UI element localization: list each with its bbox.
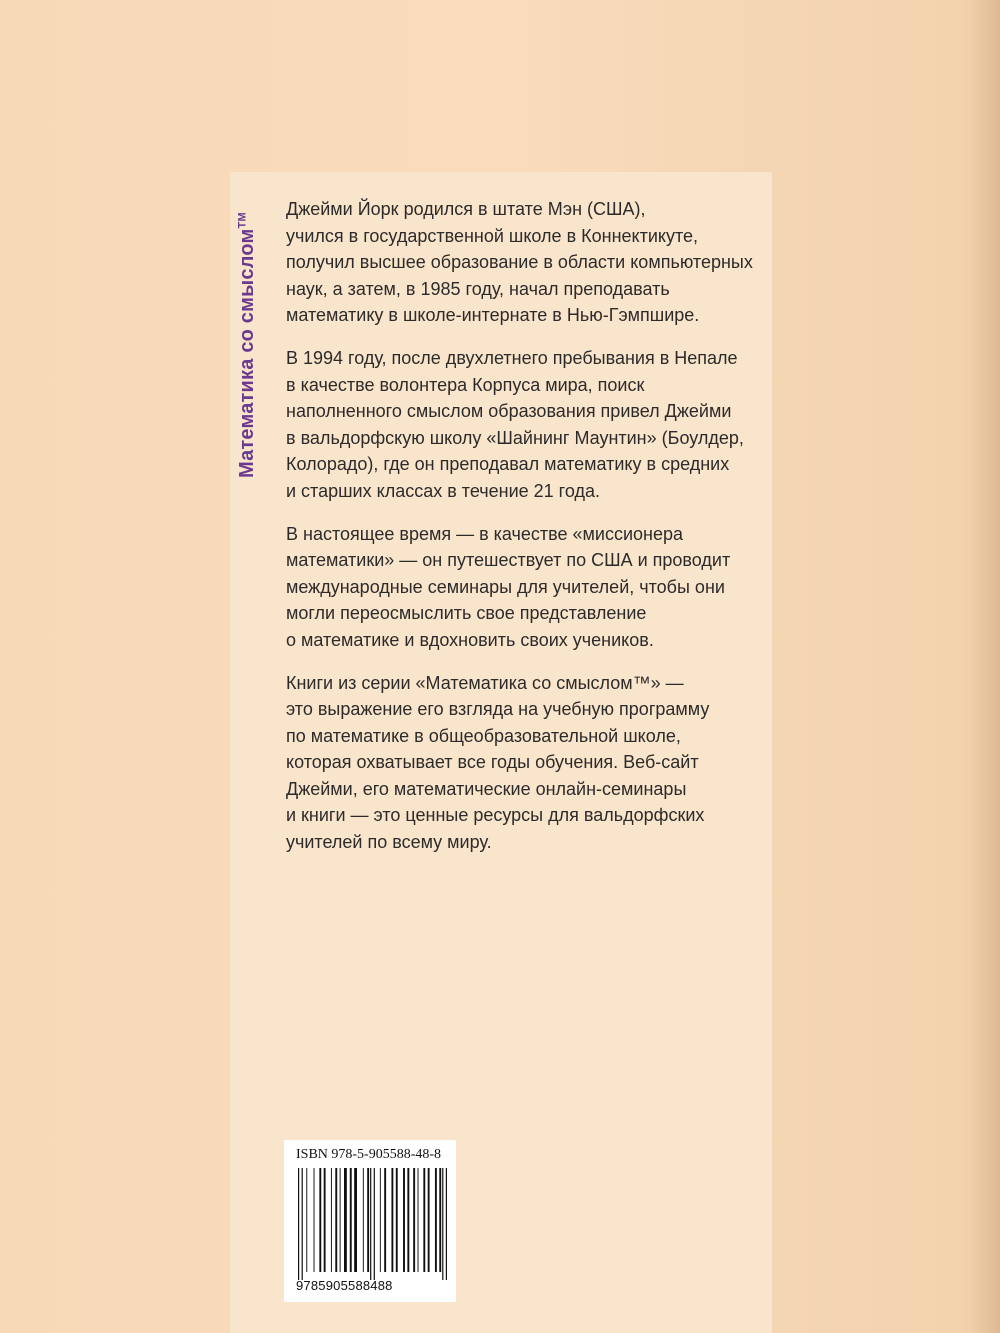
bio-line: и книги — это ценные ресурсы для вальдорфских <box>286 805 705 826</box>
bio-line: учился в государственной школе в Коннектикуте, <box>286 225 699 246</box>
bio-line: наполненного смыслом образования привел Джейми <box>286 401 732 422</box>
barcode-digits: 9785905588488 <box>296 1278 393 1293</box>
bio-line: математики» — он путешествует по США и проводит <box>286 550 731 571</box>
bio-line: математику в школе-интернате в Нью-Гэмпшире. <box>286 305 700 326</box>
bio-paragraph-1 <box>286 196 776 329</box>
bio-line: которая охватывает все годы обучения. Веб-сайт <box>286 752 699 773</box>
bio-line: о математике и вдохновить своих учеников. <box>286 629 654 650</box>
bio-line: Книги из серии «Математика со смыслом™» — <box>286 672 684 693</box>
bio-paragraph-2 <box>286 345 776 505</box>
bio-line: это выражение его взгляда на учебную программу <box>286 699 710 720</box>
bio-line: Джейми, его математические онлайн-семинары <box>286 778 687 799</box>
isbn-barcode <box>284 1140 456 1302</box>
isbn-label: ISBN 978-5-905588-48-8 <box>296 1147 442 1162</box>
bio-line: в вальдорфскую школу «Шайнинг Маунтин» (Боулдер, <box>286 427 744 448</box>
bio-paragraph-3 <box>286 521 776 654</box>
bio-line: Колорадо), где он преподавал математику в средних <box>286 454 730 475</box>
series-trademark: TM <box>236 212 249 229</box>
bio-line: В настоящее время — в качестве «миссионера <box>286 523 684 544</box>
bio-line: Джейми Йорк родился в штате Мэн (США), <box>286 199 646 219</box>
bio-line: получил высшее образование в области компьютерных <box>286 252 753 273</box>
cover-edge-shading <box>970 0 1000 1333</box>
author-biography <box>286 196 776 872</box>
bio-line: международные семинары для учителей, чтобы они <box>286 576 725 597</box>
bio-line: наук, а затем, в 1985 году, начал преподавать <box>286 278 670 299</box>
bio-line: учителей по всему миру. <box>286 832 492 853</box>
bio-line: могли переосмыслить свое представление <box>286 603 647 624</box>
bio-line: и старших классах в течение 21 года. <box>286 480 600 501</box>
bio-line: в качестве волонтера Корпуса мира, поиск <box>286 374 645 395</box>
series-title-vertical <box>236 212 259 478</box>
bio-paragraph-4 <box>286 670 776 856</box>
barcode-bars <box>294 1168 448 1280</box>
bio-line: В 1994 году, после двухлетнего пребывания в Непале <box>286 347 738 368</box>
bio-line: по математике в общеобразовательной школе, <box>286 725 681 746</box>
series-title: Математика со смыслом <box>236 228 258 478</box>
